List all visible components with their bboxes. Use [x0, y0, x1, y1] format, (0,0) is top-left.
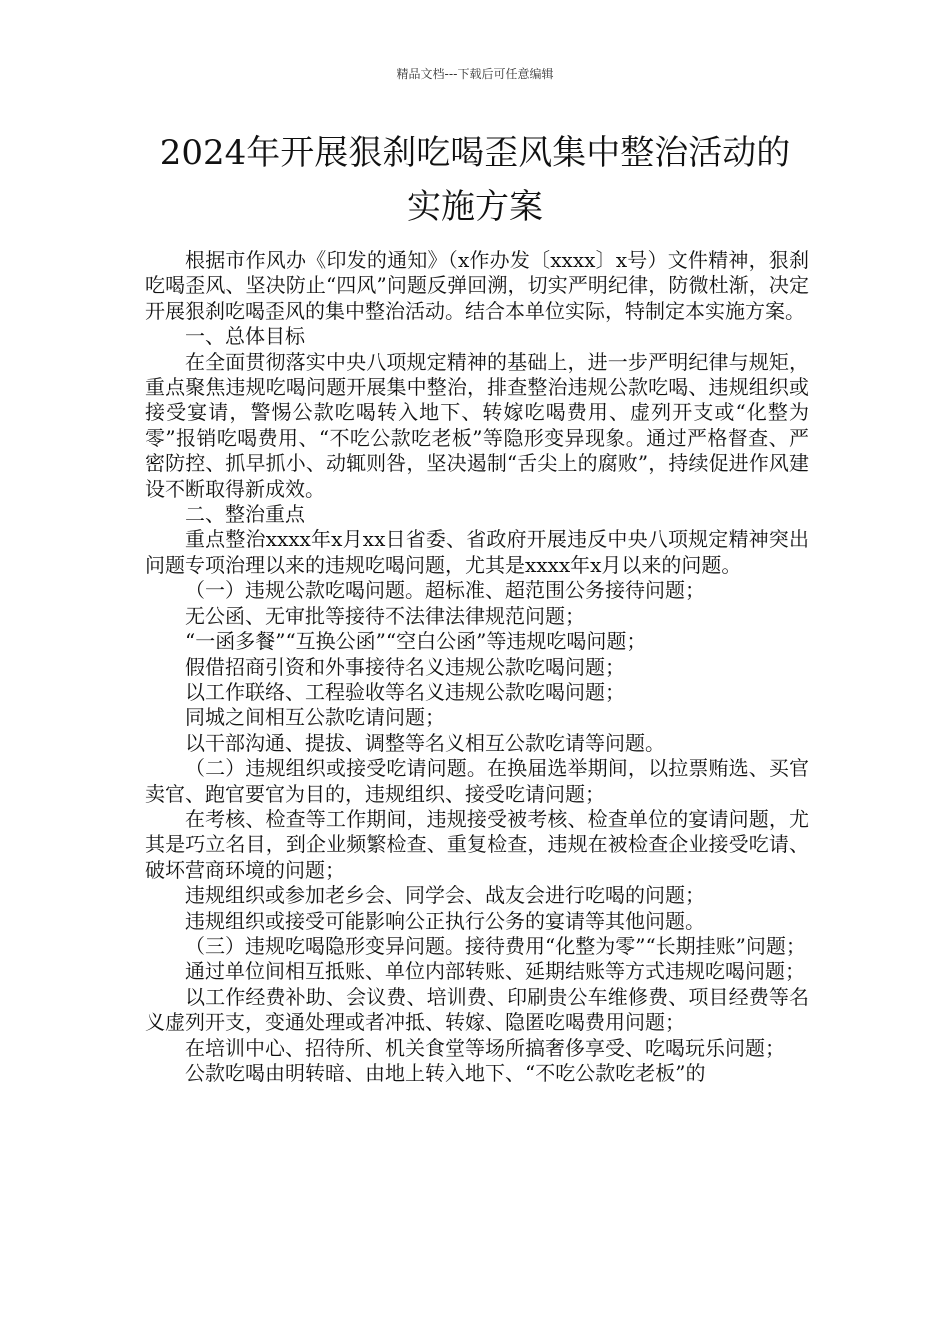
list-item: 公款吃喝由明转暗、由地上转入地下、“不吃公款吃老板”的	[185, 1061, 706, 1085]
list-item: 在培训中心、招待所、机关食堂等场所搞奢侈享受、吃喝玩乐问题；	[185, 1035, 785, 1060]
list-item: （二）违规组织或接受吃请问题。在换届选举期间，以拉票贿选、买官卖官、跑官要官为目的，违规组织、接受吃请问题；	[145, 756, 809, 806]
list-item: “一函多餐”“互换公函”“空白公函”等违规吃喝问题；	[185, 629, 647, 654]
paragraph-intro: 根据市作风办《印发的通知》（x作办发〔xxxx〕x号）文件精神，狠刹吃喝歪风、坚决防止“四风”问题反弹回溯，切实严明纪律，防微杜渐，决定开展狠刹吃喝歪风的集中整治活动。结合本单位实际，特制定本实施方案。	[145, 248, 809, 323]
list-item: 在考核、检查等工作期间，违规接受被考核、检查单位的宴请问题，尤其是巧立名目，到企业频繁检查、重复检查，违规在被检查企业接受吃请、破坏营商环境的问题；	[145, 806, 809, 882]
list-item: 通过单位间相互抵账、单位内部转账、延期结账等方式违规吃喝问题；	[185, 959, 805, 984]
list-item: 以工作经费补助、会议费、培训费、印刷贵公车维修费、项目经费等名义虚列开支，变通处理或者冲抵、转嫁、隐匿吃喝费用问题；	[145, 984, 809, 1035]
section-heading-goals: 一、总体目标	[185, 324, 305, 349]
section-heading-focus: 二、整治重点	[185, 502, 305, 527]
list-item: 以工作联络、工程验收等名义违规公款吃喝问题；	[185, 679, 625, 704]
document-title-line-2: 实施方案	[407, 187, 543, 227]
list-item: 违规组织或接受可能影响公正执行公务的宴请等其他问题。	[185, 908, 705, 933]
list-item: （三）违规吃喝隐形变异问题。接待费用“化整为零”“长期挂账”问题；	[185, 933, 806, 958]
paragraph-goals: 在全面贯彻落实中央八项规定精神的基础上，进一步严明纪律与规矩，重点聚焦违规吃喝问题开展集中整治，排查整治违规公款吃喝、违规组织或接受宴请，警惕公款吃喝转入地下、转嫁吃喝费用、虚列开支或“化整为零”报销吃喝费用、“不吃公款吃老板”等隐形变异现象。通过严格督查、严密防控、抓早抓小、动辄则咎，坚决遏制“舌尖上的腐败”，持续促进作风建设不断取得新成效。	[145, 349, 809, 501]
document-title-line-1: 2024年开展狠刹吃喝歪风集中整治活动的	[159, 133, 791, 173]
list-item: （一）违规公款吃喝问题。超标准、超范围公务接待问题；	[185, 578, 705, 603]
list-item: 假借招商引资和外事接待名义违规公款吃喝问题；	[185, 654, 625, 679]
paragraph-focus: 重点整治xxxx年x月xx日省委、省政府开展违反中央八项规定精神突出问题专项治理以来的违规吃喝问题，尤其是xxxx年x月以来的问题。	[145, 527, 809, 577]
list-item: 无公函、无审批等接待不法律法律规范问题；	[185, 603, 585, 628]
list-item: 以干部沟通、提拔、调整等名义相互公款吃请等问题。	[185, 730, 665, 755]
page-header: 精品文档---下载后可任意编辑	[396, 67, 554, 81]
document-body	[145, 248, 809, 1086]
list-item: 违规组织或参加老乡会、同学会、战友会进行吃喝的问题；	[185, 883, 705, 908]
document-title	[100, 126, 850, 234]
list-item: 同城之间相互公款吃请问题；	[185, 705, 445, 730]
